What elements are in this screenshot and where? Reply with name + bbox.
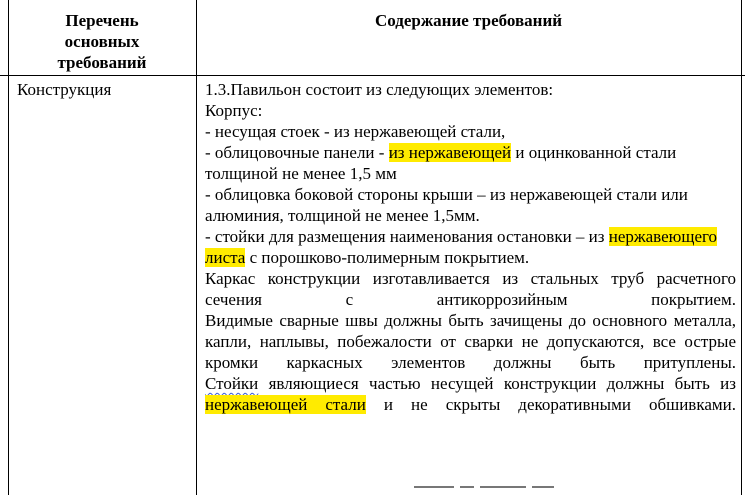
text-segment: и не скрыты декоративными обшивками. bbox=[365, 395, 736, 414]
text-segment: Каркас конструкции изготавливается из стальных труб расчетного сечения с антикоррозийным покрытием. bbox=[205, 269, 736, 309]
paragraph-1 bbox=[205, 79, 736, 100]
paragraph-5 bbox=[205, 184, 736, 226]
spellcheck-underlined-word: Стойки bbox=[205, 374, 259, 393]
paragraph-8 bbox=[205, 310, 736, 373]
text-segment: - стойки для размещения наименования остановки – из bbox=[205, 227, 609, 246]
paragraph-2 bbox=[205, 100, 736, 121]
paragraph-7 bbox=[205, 268, 736, 310]
paragraph-3 bbox=[205, 121, 736, 142]
header-line: основных bbox=[64, 32, 140, 51]
paragraph-6 bbox=[205, 226, 736, 268]
paragraph-4 bbox=[205, 142, 736, 184]
row-label-cell bbox=[17, 79, 192, 100]
header-line: требований bbox=[57, 53, 147, 72]
text-segment: Корпус: bbox=[205, 101, 263, 120]
highlighted-text: из нержавеющей bbox=[388, 143, 512, 162]
text-segment: с порошково-полимерным покрытием. bbox=[245, 248, 530, 267]
text-segment: - облицовочные панели - bbox=[205, 143, 389, 162]
header-cell-requirements-list bbox=[8, 10, 196, 73]
text-segment: Видимые сварные швы должны быть зачищены до основного металла, капли, наплывы, побежалости от сварки не допускаются, все острые кромки каркасных элементов должны быть притуплены. bbox=[205, 311, 736, 372]
highlighted-text: нержавеющей стали bbox=[205, 395, 366, 414]
text-segment: - облицовка боковой стороны крыши – из нержавеющей стали или алюминия, толщиной не менее 1,5мм. bbox=[205, 185, 688, 225]
text-segment: 1.3.Павильон состоит из следующих элементов: bbox=[205, 80, 554, 99]
highlighted-text: нержавеющего листа bbox=[205, 227, 718, 267]
requirements-content-cell bbox=[205, 79, 736, 415]
header-title: Содержание требований bbox=[374, 11, 563, 30]
table-header-divider bbox=[0, 75, 745, 76]
header-line: Перечень bbox=[65, 11, 139, 30]
text-segment: и оцинкованной стали толщиной не менее 1,5 мм bbox=[205, 143, 677, 183]
row-label: Конструкция bbox=[17, 80, 112, 99]
text-segment: - несущая стоек - из нержавеющей стали, bbox=[205, 122, 506, 141]
header-cell-requirements-content bbox=[196, 10, 741, 31]
paragraph-9 bbox=[205, 373, 736, 415]
text-segment: являющиеся частью несущей конструкции должны быть из bbox=[258, 374, 736, 393]
